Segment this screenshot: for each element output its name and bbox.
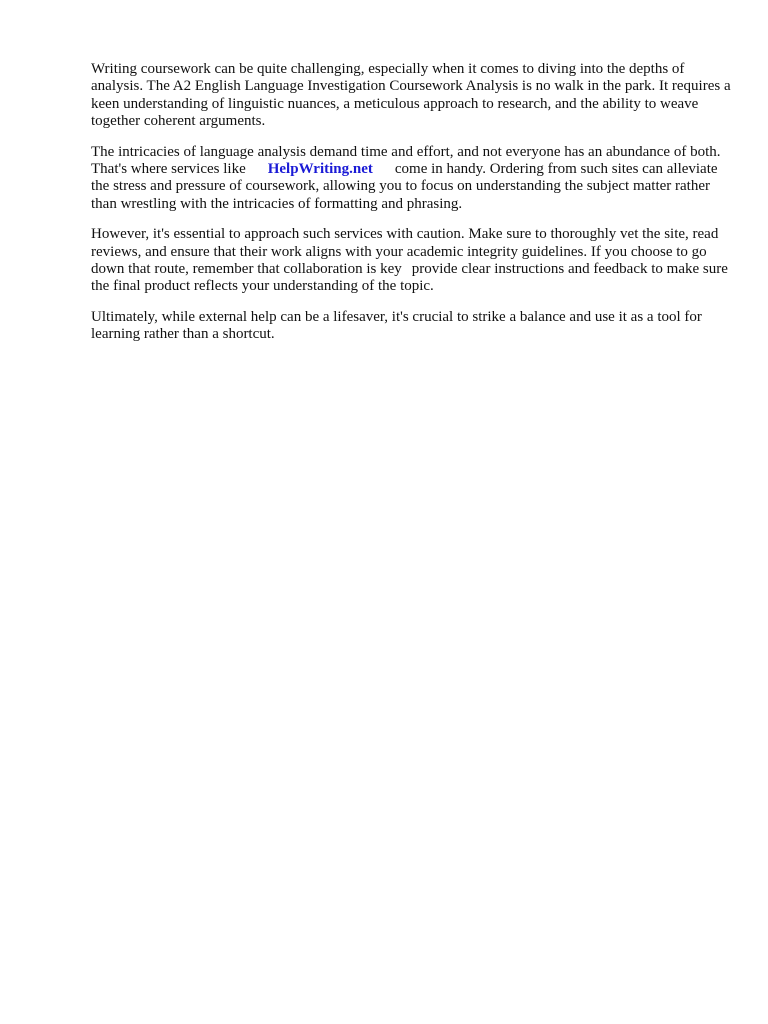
paragraph-caution	[91, 226, 731, 296]
document-body	[91, 61, 731, 357]
paragraph-intro: Writing coursework can be quite challenging, especially when it comes to diving into the depths of analysis. The A2 English Language Investigation Coursework Analysis is no walk in the park. It requires a keen understanding of linguistic nuances, a meticulous approach to research, and the ability to weave together coherent arguments.	[91, 61, 731, 130]
paragraph-services-text-end: come in handy. Ordering from such sites can alleviate the stress and pressure of coursework, allowing you to focus on understanding the subject matter rather than wrestling with the intricacies of formatting and phrasing.	[91, 161, 718, 212]
paragraph-services	[91, 144, 731, 214]
paragraph-caution-text-end: provide clear instructions and feedback to make sure the final product reflects your understanding of the topic.	[91, 261, 728, 295]
paragraph-conclusion: Ultimately, while external help can be a lifesaver, it's crucial to strike a balance and use it as a tool for learning rather than a shortcut.	[91, 308, 702, 343]
paragraph-services-text-start: The intricacies of language analysis demand time and effort, and not everyone has an abundance of both. That's where services like	[91, 143, 721, 178]
helpwriting-link[interactable]: HelpWriting.net	[267, 161, 373, 178]
paragraph-caution-text-start: However, it's essential to approach such services with caution. Make sure to thoroughly vet the site, read reviews, and ensure that their work aligns with your academic integrity guidelines. If you choose to go down that route, remember that collaboration is key	[91, 226, 719, 278]
